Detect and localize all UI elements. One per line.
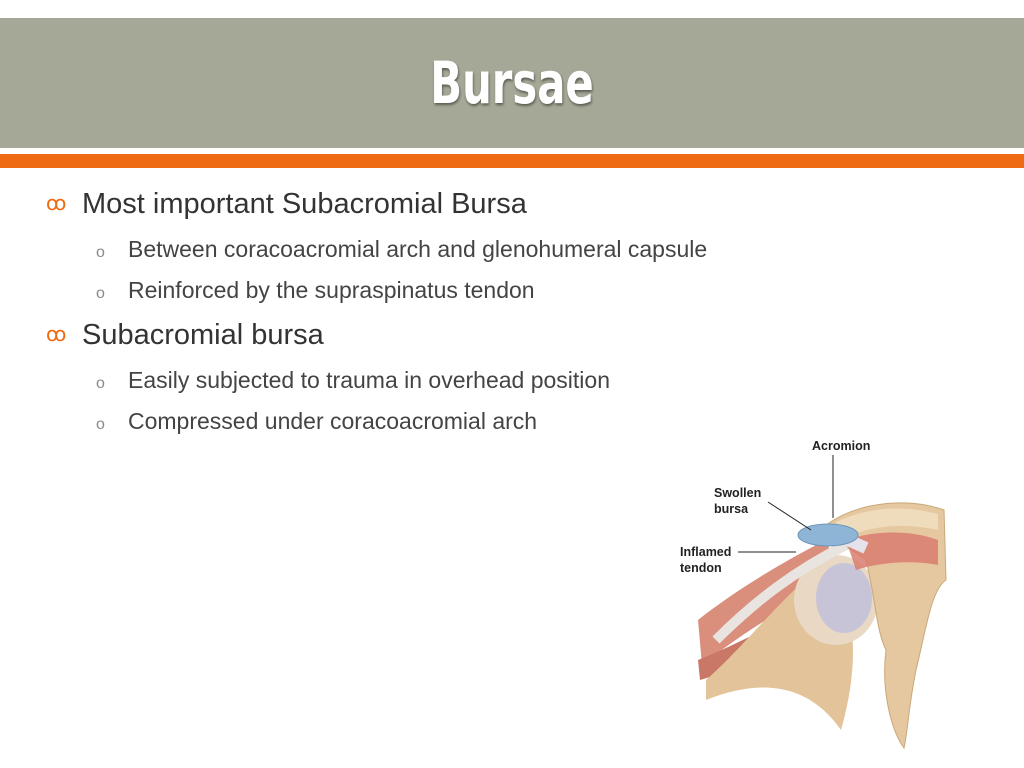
bullet-glyph-icon: ꝏ [46, 193, 67, 215]
label-bursa: bursa [714, 502, 749, 516]
sub-bullet-item [96, 236, 707, 263]
leader-line [768, 502, 811, 530]
sub-bullet-text: Reinforced by the supraspinatus tendon [128, 277, 535, 303]
bullet-text: Most important Subacromial Bursa [82, 188, 527, 220]
bullet-glyph-icon: ꝏ [46, 324, 67, 346]
slide-title: Bursae [430, 49, 594, 117]
accent-divider [0, 154, 1024, 168]
sub-bullet-item [96, 277, 535, 304]
label-tendon: tendon [680, 561, 722, 575]
cartilage-shape [816, 563, 872, 633]
sub-bullet-glyph-icon: o [96, 285, 105, 302]
sub-bullet-item [96, 408, 537, 435]
bullet-item [46, 188, 527, 221]
sub-bullet-item [96, 367, 610, 394]
sub-bullet-text: Compressed under coracoacromial arch [128, 408, 538, 434]
sub-bullet-text: Between coracoacromial arch and glenohumeral capsule [128, 236, 708, 262]
bullet-item [46, 319, 324, 352]
sub-bullet-glyph-icon: o [96, 244, 105, 261]
sub-bullet-text: Easily subjected to trauma in overhead position [128, 367, 611, 393]
sub-bullet-glyph-icon: o [96, 375, 105, 392]
label-inflamed: Inflamed [680, 545, 732, 559]
bullet-text: Subacromial bursa [82, 319, 324, 351]
sub-bullet-glyph-icon: o [96, 416, 105, 433]
label-swollen: Swollen [714, 486, 762, 500]
shoulder-anatomy-illustration [676, 430, 956, 750]
label-acromion: Acromion [812, 439, 871, 453]
